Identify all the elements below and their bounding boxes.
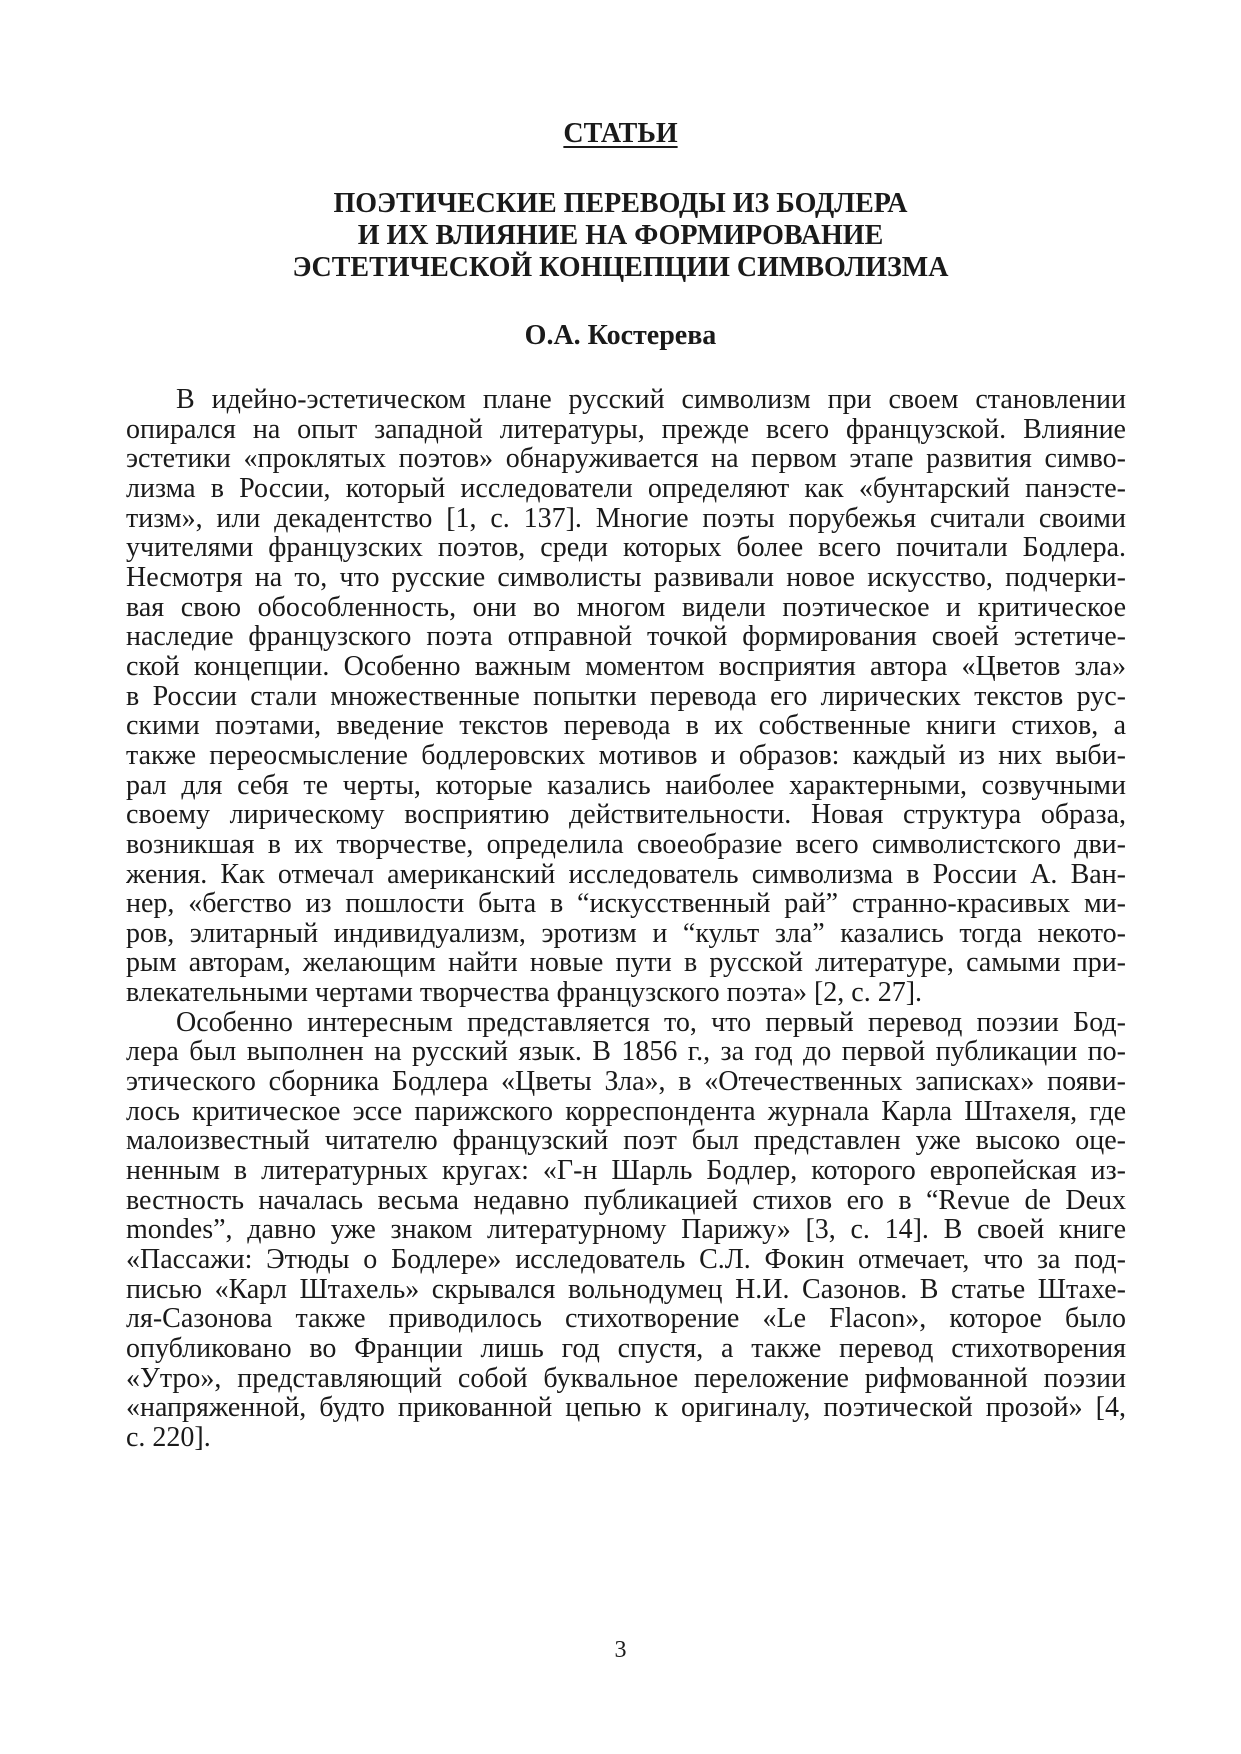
text-line: возникшая в их творчестве, определила своеобразие всего символистского дви-: [126, 829, 1126, 860]
text-line: влекательными чертами творчества французского поэта» [2, с. 27].: [126, 978, 923, 1008]
article-title-line: ЭСТЕТИЧЕСКОЙ КОНЦЕПЦИИ СИМВОЛИЗМА: [292, 252, 949, 283]
text-line: учителями французских поэтов, среди которых более всего почитали Бодлера.: [126, 533, 1126, 563]
text-line: Несмотря на то, что русские символисты развивали новое искусство, подчерки-: [126, 562, 1126, 593]
text-line: лизма в России, который исследователи определяют как «бунтарский панэсте-: [126, 473, 1126, 504]
text-line: опирался на опыт западной литературы, прежде всего французской. Влияние: [126, 414, 1126, 445]
text-line: mondes”, давно уже знаком литературному Парижу» [3, с. 14]. В своей книге: [126, 1215, 1126, 1246]
text-line: писью «Карл Штахель» скрывался вольнодумец Н.И. Сазонов. В статье Штахе-: [126, 1274, 1126, 1305]
text-line: рал для себя те черты, которые казались наиболее характерными, созвучными: [126, 770, 1126, 801]
text-line: также переосмысление бодлеровских мотивов и образов: каждый из них выби-: [126, 740, 1126, 771]
article-title-line: И ИХ ВЛИЯНИЕ НА ФОРМИРОВАНИЕ: [357, 220, 884, 251]
text-line: нер, «бегство из пошлости быта в “искусственный рай” странно-красивых ми-: [126, 889, 1126, 919]
text-line: наследие французского поэта отправной точкой формирования своей эстетиче-: [126, 622, 1126, 652]
text-line: рым авторам, желающим найти новые пути в русской литературе, самыми при-: [126, 948, 1126, 979]
paragraph-1: [126, 385, 1126, 1008]
text-line: ров, элитарный индивидуализм, эротизм и “культ зла” казались тогда некото-: [126, 918, 1126, 949]
author-name: О.А. Костерева: [524, 320, 717, 351]
text-line: ля-Сазонова также приводилось стихотворение «Le Flacon», которое было: [126, 1304, 1126, 1334]
text-line: ской концепции. Особенно важным моментом восприятия автора «Цветов зла»: [126, 651, 1126, 682]
text-line: жения. Как отмечал американский исследователь символизма в России А. Ван-: [126, 859, 1126, 890]
text-line: этического сборника Бодлера «Цветы Зла», в «Отечественных записках» появи-: [126, 1067, 1126, 1097]
text-line: эстетики «проклятых поэтов» обнаруживается на первом этапе развития симво-: [126, 444, 1126, 474]
text-line: с. 220].: [126, 1422, 211, 1453]
article-title: [0, 188, 1241, 284]
text-line: «Пассажи: Этюды о Бодлере» исследователь С.Л. Фокин отмечает, что за под-: [126, 1245, 1126, 1275]
text-line: в России стали множественные попытки перевода его лирических текстов рус-: [126, 681, 1126, 712]
text-line: вестность началась весьма недавно публикацией стихов его в “Revue de Deux: [126, 1185, 1126, 1216]
text-line: «напряженной, будто прикованной цепью к оригиналу, поэтической прозой» [4,: [126, 1393, 1126, 1423]
article-title-line: ПОЭТИЧЕСКИЕ ПЕРЕВОДЫ ИЗ БОДЛЕРА: [333, 188, 908, 219]
text-line: Особенно интересным представляется то, что первый перевод поэзии Бод-: [176, 1007, 1126, 1038]
text-line: лось критическое эссе парижского корреспондента журнала Карла Штахеля, где: [126, 1096, 1126, 1127]
text-line: ненным в литературных кругах: «Г-н Шарль Бодлер, которого европейская из-: [126, 1156, 1126, 1186]
paragraph-2: [126, 1008, 1126, 1453]
text-line: своему лирическому восприятию действительности. Новая структура образа,: [126, 800, 1126, 830]
page-number: 3: [614, 1637, 627, 1663]
text-line: малоизвестный читателю французский поэт был представлен уже высоко оце-: [126, 1126, 1126, 1157]
text-line: опубликовано во Франции лишь год спустя, а также перевод стихотворения: [126, 1334, 1126, 1364]
text-line: вая свою обособленность, они во многом видели поэтическое и критическое: [126, 592, 1126, 623]
text-line: лера был выполнен на русский язык. В 1856 г., за год до первой публикации по-: [126, 1037, 1126, 1068]
text-line: тизм», или декадентство [1, с. 137]. Многие поэты порубежья считали своими: [126, 503, 1126, 534]
text-line: скими поэтами, введение текстов перевода в их собственные книги стихов, а: [126, 711, 1126, 741]
article-body: [126, 385, 1126, 1453]
text-line: В идейно-эстетическом плане русский символизм при своем становлении: [176, 385, 1126, 415]
text-line: «Утро», представляющий собой буквальное переложение рифмованной поэзии: [126, 1363, 1126, 1394]
section-heading: СТАТЬИ: [563, 118, 678, 149]
